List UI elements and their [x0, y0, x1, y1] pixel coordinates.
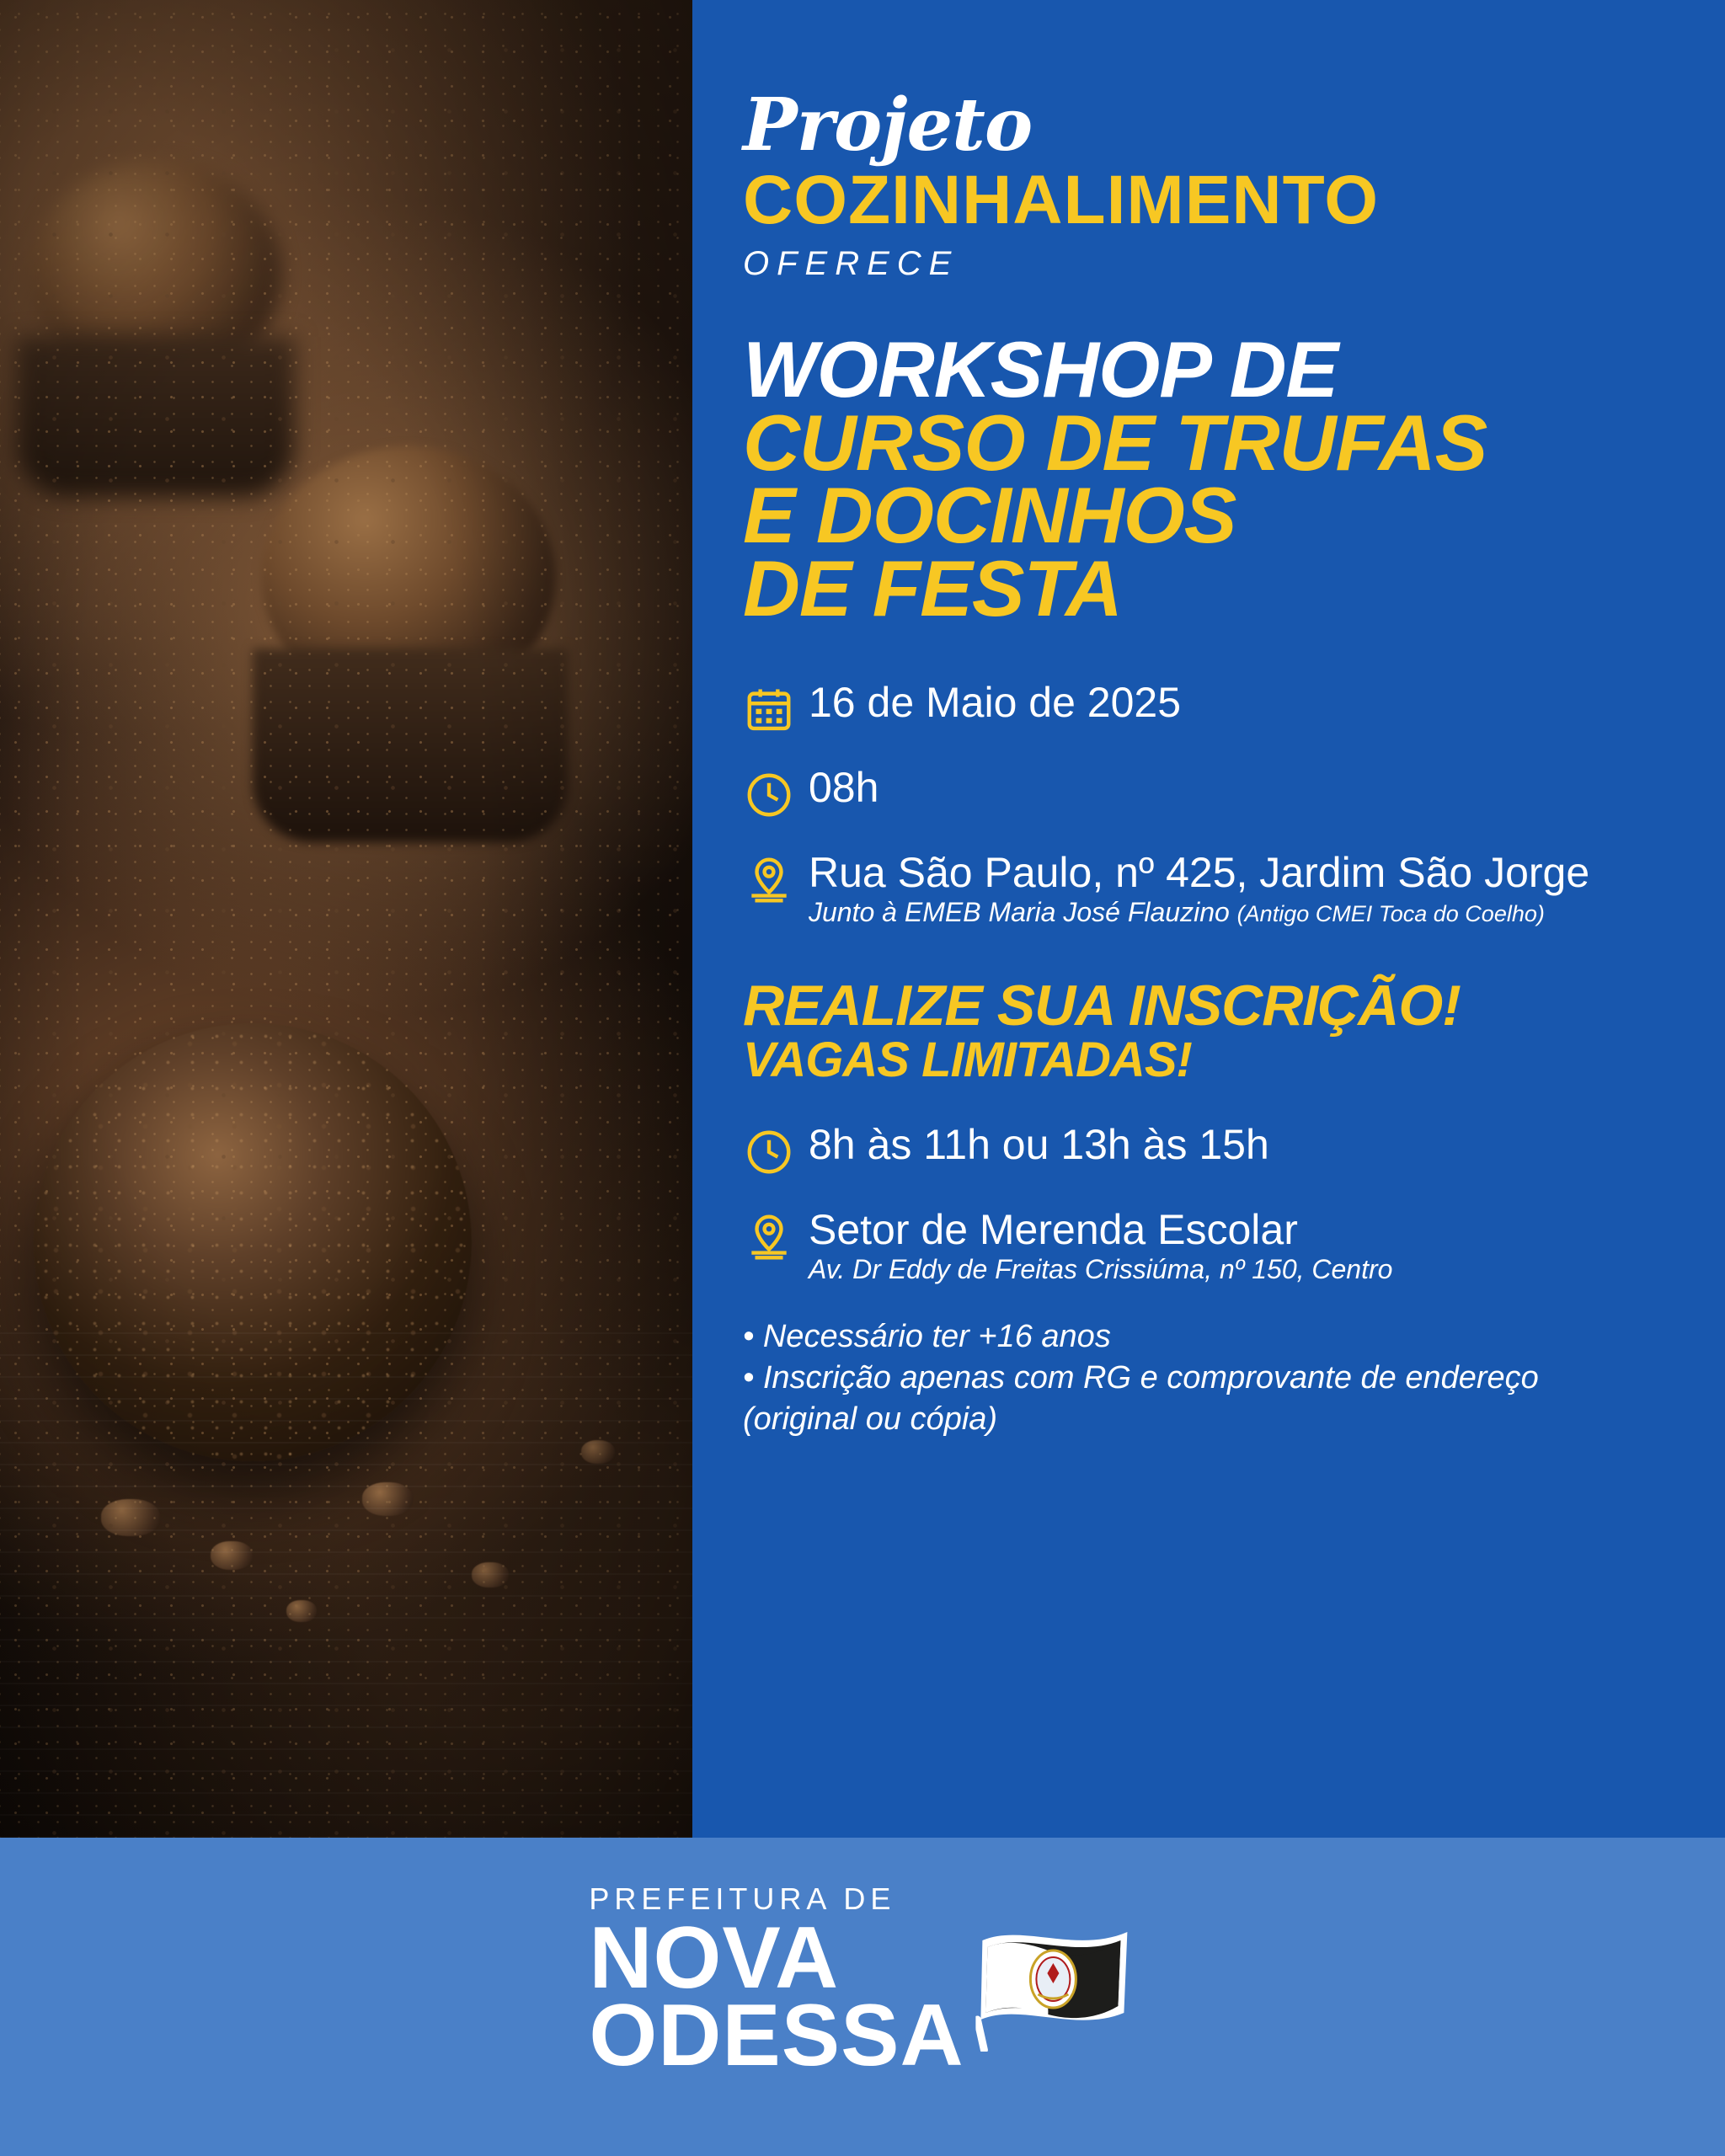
title-line-3: E DOCINHOS — [743, 471, 1236, 560]
title-line-1: WORKSHOP DE — [743, 325, 1338, 414]
offers-label: OFERECE — [743, 245, 959, 283]
map-pin-icon — [743, 851, 809, 910]
city-name-line-2: ODESSA — [589, 1986, 964, 2084]
note-item: • Necessário ter +16 anos — [743, 1319, 1111, 1355]
cta-line-2: VAGAS LIMITADAS! — [743, 1033, 1192, 1088]
note-item: • Inscrição apenas com RG e comprovante de endereço — [743, 1359, 1539, 1396]
cta-line-1: REALIZE SUA INSCRIÇÃO! — [743, 973, 1461, 1038]
prefecture-logo — [589, 1881, 1135, 2084]
note-item: (original ou cópia) — [743, 1401, 998, 1437]
event-time: 08h — [809, 764, 879, 812]
event-address-note-small: (Antigo CMEI Toca do Coelho) — [1236, 901, 1545, 927]
event-date: 16 de Maio de 2025 — [809, 679, 1182, 727]
registration-place-address: Av. Dr Eddy de Freitas Crissiúma, nº 150, Centro — [809, 1253, 1393, 1284]
event-address: Rua São Paulo, nº 425, Jardim São Jorge — [809, 849, 1590, 897]
registration-hours-row — [743, 1120, 1686, 1182]
event-time-row — [743, 766, 1686, 825]
workshop-title — [743, 325, 1686, 632]
clock-icon — [743, 1123, 809, 1182]
event-details — [743, 680, 1686, 928]
registration-place: Setor de Merenda Escolar — [809, 1205, 1298, 1253]
footer — [0, 1838, 1725, 2156]
truffle-photo — [0, 0, 692, 1838]
city-name-line-1: NOVA — [589, 1909, 840, 2007]
map-pin-icon — [743, 1208, 809, 1267]
registration-place-row — [743, 1205, 1686, 1285]
info-panel — [692, 0, 1725, 1838]
call-to-action — [743, 973, 1686, 1088]
event-location-row — [743, 851, 1686, 928]
project-name: COZINHALIMENTO — [743, 161, 1380, 238]
project-script-title: Projeto — [743, 83, 1033, 168]
city-flag-icon — [976, 1925, 1136, 2052]
clock-icon — [743, 766, 809, 825]
event-date-row — [743, 680, 1686, 740]
registration-hours: 8h às 11h ou 13h às 15h — [809, 1120, 1269, 1168]
photo-vignette — [0, 0, 692, 1838]
title-line-4: DE FESTA — [743, 543, 1122, 632]
calendar-icon — [743, 680, 809, 740]
prefecture-label: PREFEITURA DE — [589, 1881, 896, 1916]
title-line-2: CURSO DE TRUFAS — [743, 398, 1487, 487]
event-address-note: Junto à EMEB Maria José Flauzino (Antigo CMEI Toca do Coelho) — [809, 897, 1545, 928]
registration-details — [743, 1120, 1686, 1285]
requirements-notes — [743, 1316, 1686, 1439]
